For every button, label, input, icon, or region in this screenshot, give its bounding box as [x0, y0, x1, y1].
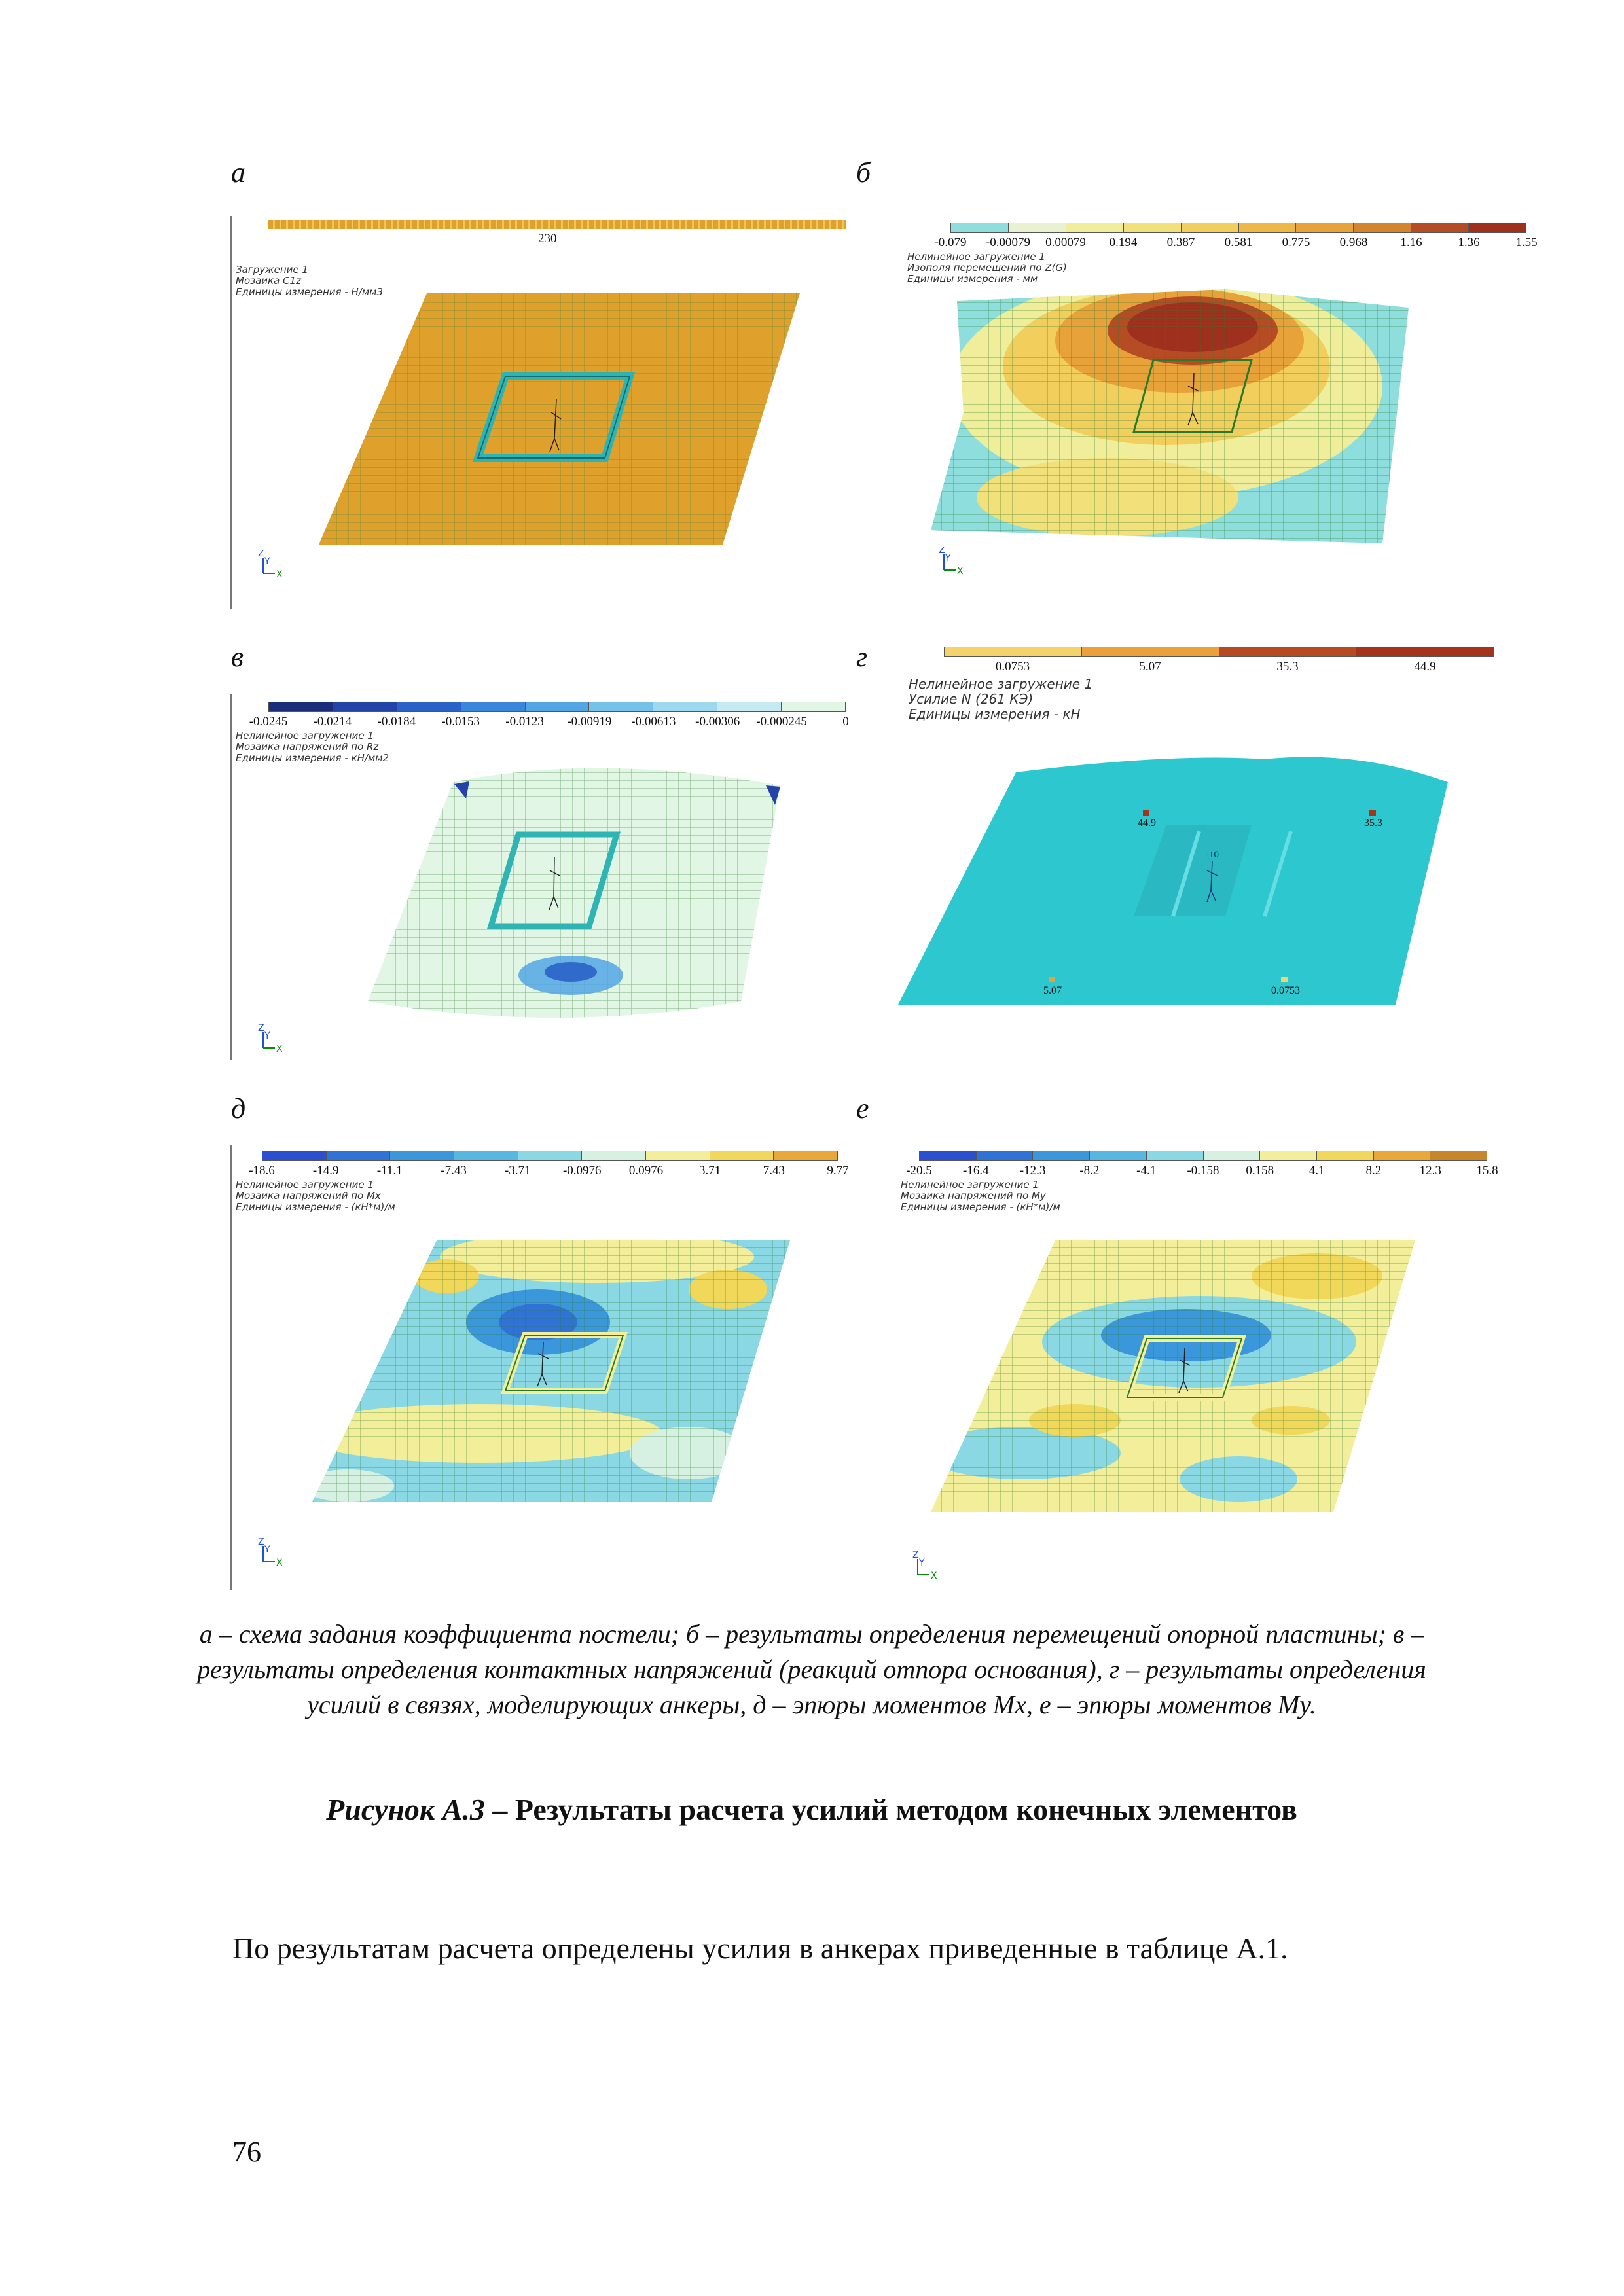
panel-e-caption: Нелинейное загружение 1 Мозаика напряжений по Mx Единицы измерения - (кН*м)/м: [236, 1179, 395, 1213]
panel-c: -0.0245 -0.0214 -0.0184 -0.0153 -0.0123 -0.00919 -0.00613 -0.00306 -0.000245 0 Нелинейное загружение 1 Мозаика напряжений по Rz Единицы измерения - кН/мм2 Z Y X: [230, 694, 885, 1113]
svg-text:X: X: [957, 566, 964, 577]
svg-text:Y: Y: [264, 556, 270, 567]
figure-title-text: – Результаты расчета усилий методом конечных элементов: [484, 1793, 1297, 1826]
page-number: 76: [232, 2136, 261, 2168]
svg-text:Z: Z: [912, 1551, 919, 1560]
panel-b-caption: Нелинейное загружение 1 Изополя перемещений по Z(G) Единицы измерения - мм: [907, 251, 1067, 285]
figure-caption: а – схема задания коэффициента постели; б – результаты определения перемещений опорной пластины; в – результаты определения контактных напряжений (реакций отпора основания), г – результаты определения усилий в связях, моделирующих анкеры, д – эпюры моментов Mx, е – эпюры моментов My.: [197, 1619, 1426, 1719]
svg-text:X: X: [276, 1044, 283, 1054]
axes-icon: [257, 1538, 296, 1571]
figure-title: [196, 1792, 1427, 1827]
svg-text:Y: Y: [919, 1558, 925, 1568]
svg-text:35.3: 35.3: [1364, 817, 1382, 829]
panel-f: -20.5 -16.4 -12.3 -8.2 -4.1 -0.158 0.158 4.1 8.2 12.3 15.8 Нелинейное загружение 1 Мозаика напряжений по My Единицы измерения - (кН*м)/м Z Y X: [859, 1145, 1513, 1564]
svg-text:44.9: 44.9: [1138, 817, 1156, 829]
svg-text:0.0753: 0.0753: [1271, 985, 1300, 996]
moment-my-f: [859, 1145, 1513, 1590]
svg-text:-10: -10: [1206, 850, 1219, 860]
panel-letter-b: б: [856, 156, 871, 188]
anchor-forces-d: [859, 641, 1513, 1060]
panel-b: -0.079 -0.00079 0.00079 0.194 0.387 0.581 0.775 0.968 1.16 1.36 1.55 Нелинейное загружение 1 Изополя перемещений по Z(G) Единицы измерения - мм Z Y X: [859, 216, 1513, 635]
body-paragraph: По результатам расчета определены усилия в анкерах приведенные в таблице А.1.: [232, 1931, 1288, 1965]
svg-text:Z: Z: [939, 547, 945, 556]
svg-text:X: X: [276, 1558, 283, 1568]
plate-model-a: [230, 216, 885, 635]
svg-text:Y: Y: [264, 1031, 270, 1041]
axes-icon: [911, 1551, 950, 1584]
svg-text:Z: Z: [258, 550, 264, 559]
panel-e: -18.6 -14.9 -11.1 -7.43 -3.71 -0.0976 0.0976 3.71 7.43 9.77 Нелинейное загружение 1 Мозаика напряжений по Mx Единицы измерения - (кН*м)/м Z Y X: [230, 1145, 885, 1564]
svg-text:Y: Y: [945, 553, 951, 564]
panel-a: [230, 216, 885, 635]
panel-f-caption: Нелинейное загружение 1 Мозаика напряжений по My Единицы измерения - (кН*м)/м: [901, 1179, 1060, 1213]
svg-text:X: X: [931, 1571, 937, 1581]
axes-icon: [937, 547, 977, 579]
contact-stress-c: [230, 694, 885, 1113]
panel-letter-f: е: [856, 1092, 869, 1124]
panel-letter-e: д: [231, 1092, 246, 1124]
svg-text:Z: Z: [258, 1024, 264, 1033]
panel-letter-c: в: [231, 641, 244, 673]
svg-text:X: X: [276, 569, 283, 580]
axes-icon: [257, 1024, 296, 1057]
panel-letter-a: а: [231, 156, 245, 188]
svg-text:Y: Y: [264, 1545, 270, 1555]
panel-c-caption: Нелинейное загружение 1 Мозаика напряжений по Rz Единицы измерения - кН/мм2: [236, 730, 389, 764]
panel-letter-d: г: [856, 641, 868, 673]
svg-text:Z: Z: [258, 1538, 264, 1547]
panel-a-caption: Загружение 1 Мозаика C1z Единицы измерения - Н/мм3: [236, 264, 384, 298]
figure-title-number: Рисунок А.3: [326, 1793, 485, 1826]
axes-icon: [257, 550, 296, 583]
moment-mx-e: [230, 1145, 885, 1590]
panel-d-caption: Нелинейное загружение 1 Усилие N (261 КЭ) Единицы измерения - кН: [909, 676, 1093, 722]
svg-text:5.07: 5.07: [1043, 985, 1062, 996]
panel-d: 0.0753 5.07 35.3 44.9 Нелинейное загружение 1 Усилие N (261 КЭ) Единицы измерения - кН 44.9 35.3 5.07 0.0753 -10: [859, 641, 1513, 1060]
scale-value: 230: [538, 232, 557, 245]
